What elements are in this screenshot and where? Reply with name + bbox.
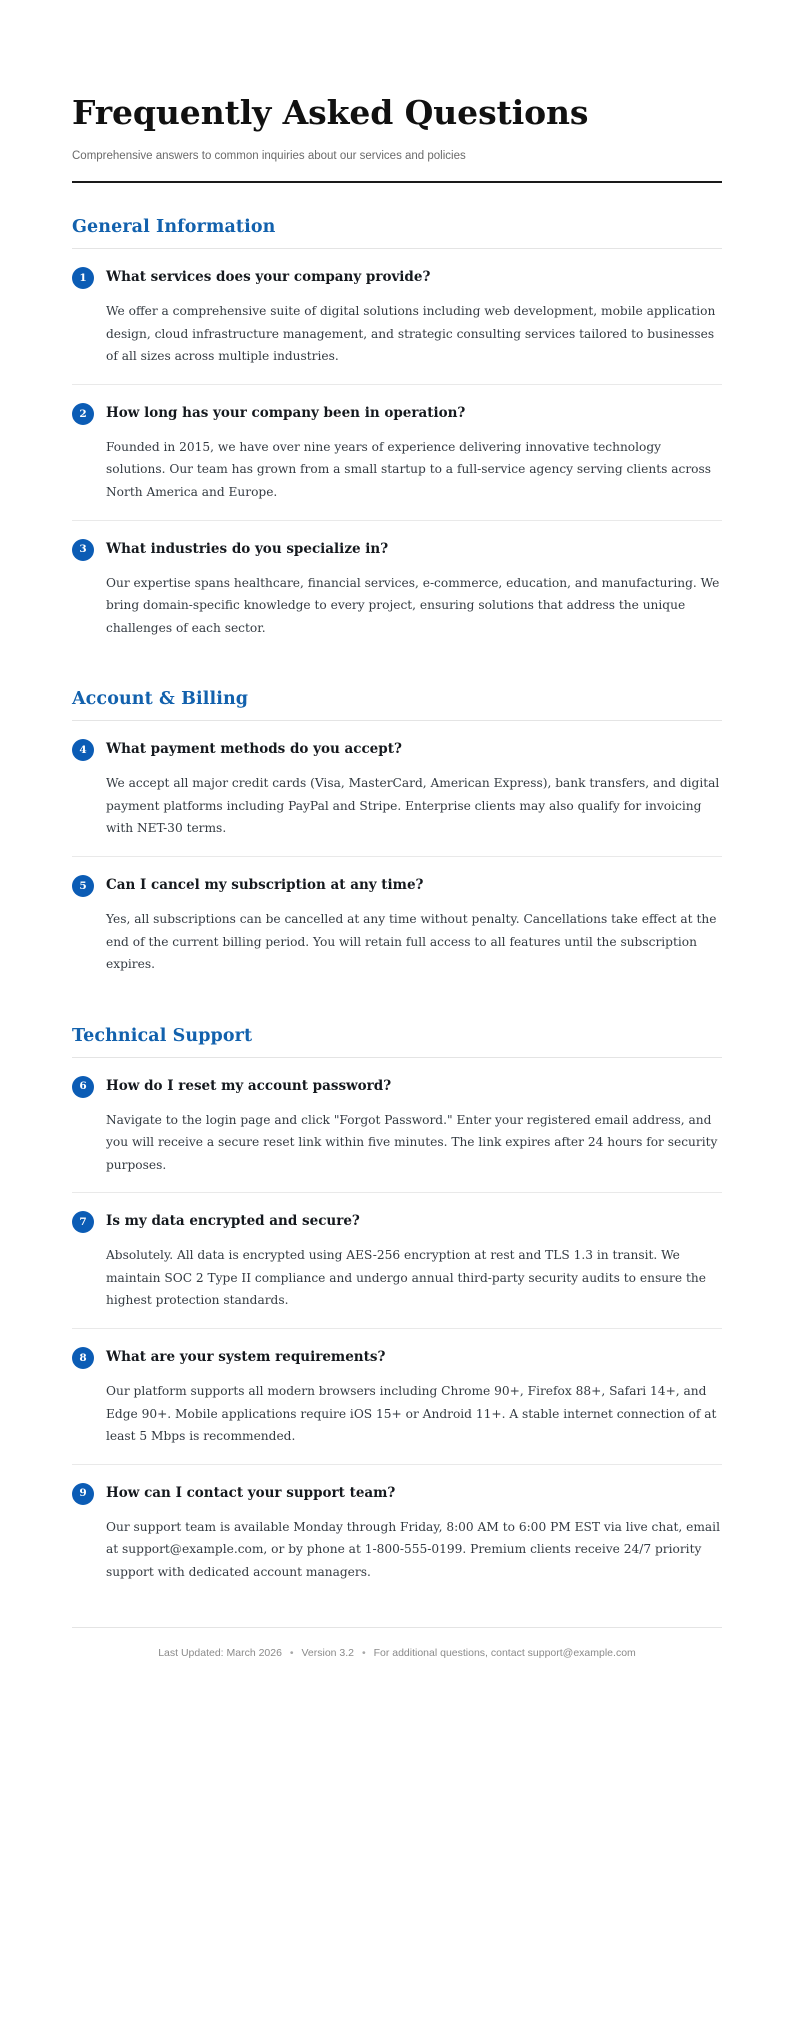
- footer-separator-2: •: [361, 1647, 366, 1660]
- section-title: Technical Support: [72, 1025, 253, 1046]
- faq-question-row[interactable]: [72, 1346, 722, 1369]
- faq-number-badge: 3: [72, 539, 94, 561]
- faq-answer: Our platform supports all modern browsers including Chrome 90+, Firefox 88+, Safari 14+, and Edge 90+. Mobile applications require iOS 15+ or Android 11+. A stable internet connection of at least 5 Mbps is recommended.: [106, 1384, 717, 1444]
- footer-text: [72, 1645, 722, 1662]
- faq-question-row[interactable]: [72, 1482, 722, 1505]
- faq-answer: We accept all major credit cards (Visa, MasterCard, American Express), bank transfers, and digital payment platforms including PayPal and Stripe. Enterprise clients may also qualify for invoicing with NET-30 terms.: [106, 776, 720, 836]
- document-footer: [72, 1627, 722, 1662]
- faq-document: [72, 72, 722, 1662]
- faq-item[interactable]: [72, 857, 722, 992]
- faq-question-row[interactable]: [72, 1075, 722, 1098]
- header-divider: [72, 181, 722, 183]
- faq-answer: Our expertise spans healthcare, financial services, e-commerce, education, and manufacturing. We bring domain-specific knowledge to every project, ensuring solutions that address the unique challenges of each sector.: [106, 575, 720, 635]
- faq-item[interactable]: [72, 1329, 722, 1465]
- faq-answer: Our support team is available Monday through Friday, 8:00 AM to 6:00 PM EST via live chat, email at support@example.com, or by phone at 1-800-555-0199. Premium clients receive 24/7 priority support with dedicated account managers.: [106, 1519, 720, 1579]
- faq-number-badge: 8: [72, 1347, 94, 1369]
- faq-sections: [72, 217, 722, 1599]
- faq-question[interactable]: How long has your company been in operation?: [106, 404, 466, 421]
- faq-answer: Yes, all subscriptions can be cancelled at any time without penalty. Cancellations take effect at the end of the current billing period. You will retain full access to all features until the subscription expires.: [106, 911, 717, 972]
- faq-item[interactable]: [72, 1193, 722, 1329]
- faq-item[interactable]: [72, 1058, 722, 1194]
- faq-question[interactable]: How do I reset my account password?: [106, 1077, 392, 1094]
- faq-question-row[interactable]: [72, 738, 722, 761]
- faq-section: [72, 1026, 722, 1600]
- faq-question[interactable]: What payment methods do you accept?: [106, 741, 402, 758]
- faq-question-row[interactable]: [72, 402, 722, 425]
- faq-number-badge: 9: [72, 1483, 94, 1505]
- footer-last-updated: Last Updated: March 2026: [158, 1647, 282, 1660]
- faq-item[interactable]: [72, 721, 722, 857]
- faq-number-badge: 2: [72, 403, 94, 425]
- faq-section: [72, 217, 722, 655]
- faq-number-badge: 6: [72, 1076, 94, 1098]
- footer-separator-1: •: [289, 1647, 294, 1660]
- faq-answer: We offer a comprehensive suite of digital solutions including web development, mobile application design, cloud infrastructure management, and strategic consulting services tailored to businesses of all sizes across multiple industries.: [106, 304, 716, 364]
- faq-item[interactable]: [72, 1465, 722, 1600]
- faq-question[interactable]: What are your system requirements?: [106, 1349, 386, 1365]
- section-title: Account & Billing: [72, 689, 249, 710]
- section-title: General Information: [72, 217, 276, 238]
- faq-number-badge: 5: [72, 875, 94, 897]
- faq-question-row[interactable]: [72, 266, 722, 289]
- faq-number-badge: 1: [72, 267, 94, 289]
- faq-answer: Founded in 2015, we have over nine years of experience delivering innovative technology solutions. Our team has grown from a small startup to a full-service agency serving clients across North America and Europe.: [106, 439, 711, 499]
- faq-question[interactable]: How can I contact your support team?: [106, 1484, 396, 1501]
- faq-question[interactable]: Is my data encrypted and secure?: [106, 1213, 360, 1230]
- faq-item[interactable]: [72, 521, 722, 656]
- page-title: Frequently Asked Questions: [72, 93, 589, 132]
- faq-question[interactable]: What industries do you specialize in?: [106, 540, 389, 557]
- footer-version: Version 3.2: [301, 1647, 355, 1660]
- faq-question[interactable]: Can I cancel my subscription at any time?: [106, 876, 424, 893]
- faq-question-row[interactable]: [72, 874, 722, 897]
- faq-item[interactable]: [72, 249, 722, 385]
- faq-question[interactable]: What services does your company provide?: [106, 269, 431, 286]
- footer-contact: For additional questions, contact support@example.com: [373, 1647, 636, 1660]
- faq-question-row[interactable]: [72, 538, 722, 561]
- faq-answer: Absolutely. All data is encrypted using AES-256 encryption at rest and TLS 1.3 in transit. We maintain SOC 2 Type II compliance and undergo annual third-party security audits to ensure the highest protection standards.: [106, 1248, 706, 1308]
- faq-number-badge: 7: [72, 1211, 94, 1233]
- faq-item[interactable]: [72, 385, 722, 521]
- faq-answer: Navigate to the login page and click "Forgot Password." Enter your registered email address, and you will receive a secure reset link within five minutes. The link expires after 24 hours for security purposes.: [106, 1112, 718, 1172]
- faq-section: [72, 689, 722, 991]
- faq-question-row[interactable]: [72, 1210, 722, 1233]
- page-subtitle: Comprehensive answers to common inquiries about our services and policies: [72, 149, 466, 162]
- faq-number-badge: 4: [72, 739, 94, 761]
- document-header: [72, 72, 722, 183]
